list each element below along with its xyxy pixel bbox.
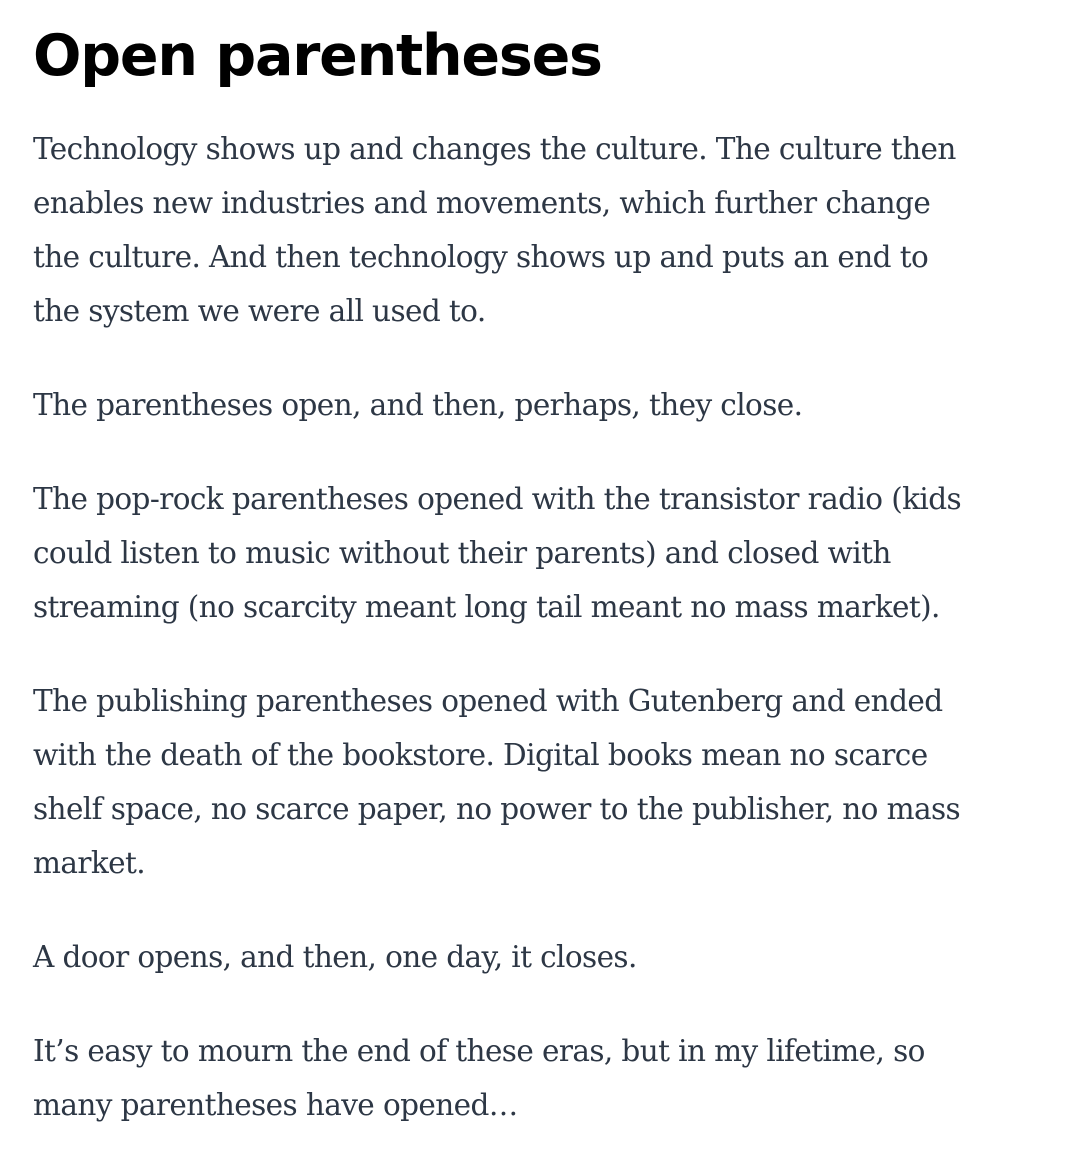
paragraph-line: could listen to music without their parents) and closed with <box>33 536 891 570</box>
paragraph-line: It’s easy to mourn the end of these eras, but in my lifetime, so <box>33 1034 925 1068</box>
paragraph-line: the system we were all used to. <box>33 294 486 328</box>
paragraph-line: with the death of the bookstore. Digital books mean no scarce <box>33 738 928 772</box>
paragraph-line: enables new industries and movements, which further change <box>33 186 931 220</box>
paragraph-line: many parentheses have opened… <box>33 1088 518 1122</box>
paragraph-1 <box>33 122 1053 338</box>
paragraph-3 <box>33 472 1053 634</box>
paragraph-6 <box>33 1024 1053 1132</box>
article <box>33 18 1053 1132</box>
paragraph-line: the culture. And then technology shows up and puts an end to <box>33 240 929 274</box>
paragraph-2 <box>33 378 1053 432</box>
paragraph-line: The pop-rock parentheses opened with the transistor radio (kids <box>33 482 962 516</box>
article-title: Open parentheses <box>33 23 602 89</box>
paragraph-line: The parentheses open, and then, perhaps, they close. <box>33 388 803 422</box>
paragraph-line: shelf space, no scarce paper, no power to the publisher, no mass <box>33 792 961 826</box>
paragraph-line: The publishing parentheses opened with Gutenberg and ended <box>33 684 943 718</box>
paragraph-line: streaming (no scarcity meant long tail meant no mass market). <box>33 590 940 624</box>
paragraph-line: market. <box>33 846 146 880</box>
paragraph-5 <box>33 930 1053 984</box>
paragraph-line: A door opens, and then, one day, it closes. <box>33 940 637 974</box>
paragraph-4 <box>33 674 1053 890</box>
paragraph-line: Technology shows up and changes the culture. The culture then <box>33 132 956 166</box>
